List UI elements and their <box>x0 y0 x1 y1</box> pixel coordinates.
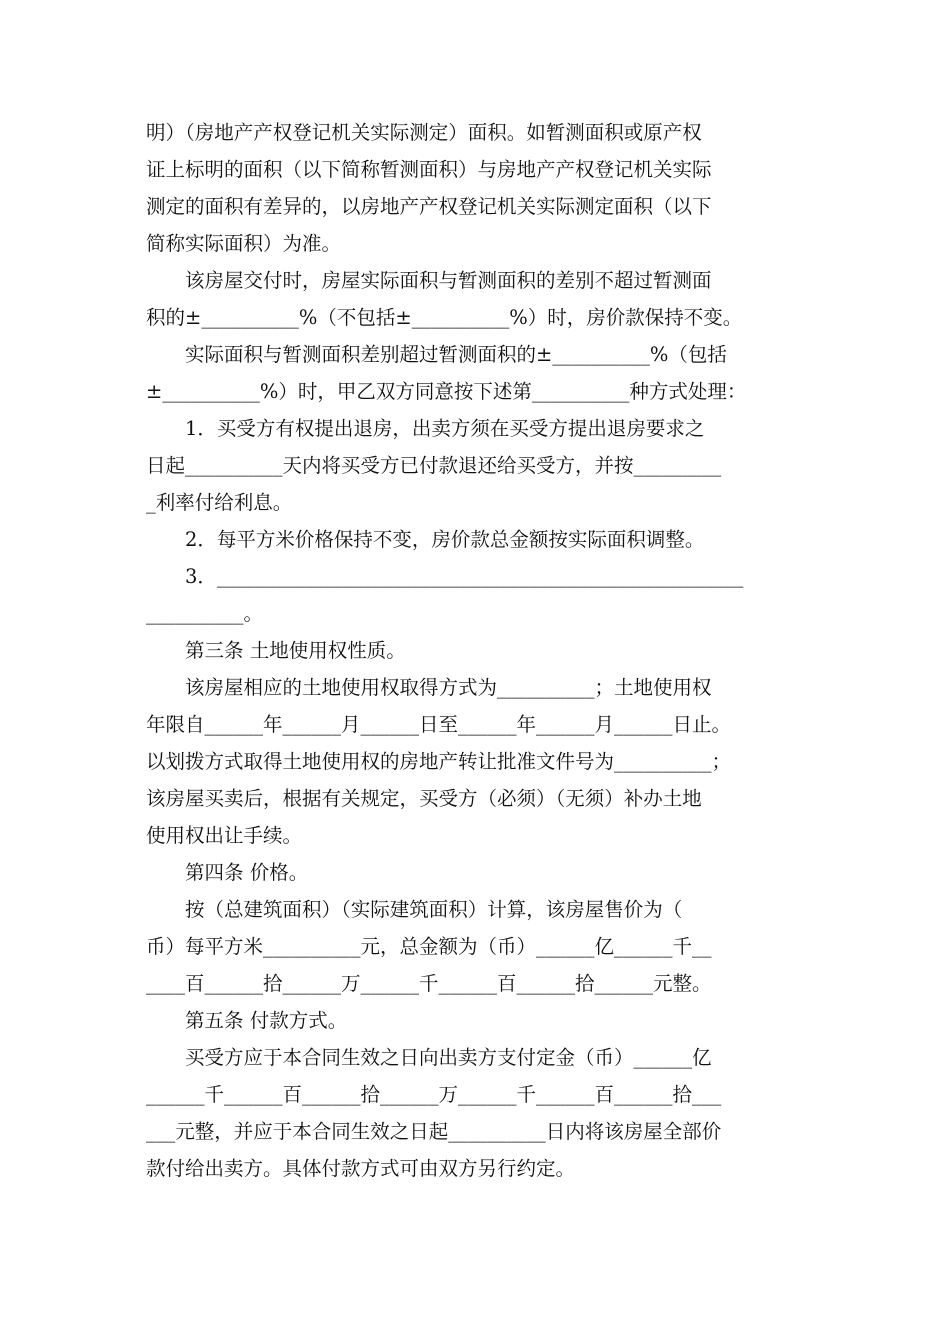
text-line: _利率付给利息。 <box>146 491 293 514</box>
text-line: 积的±__________%（不包括±__________%）时，房价款保持不变。 <box>146 306 743 329</box>
text-line: ___元整，并应于本合同生效之日起__________日内将该房屋全部价 <box>146 1120 722 1143</box>
text-line: 该房屋买卖后，根据有关规定，买受方（必须）（无须）补办土地 <box>146 787 702 810</box>
document-body <box>146 114 810 1187</box>
text-line: ______千______百______拾______万______千______百______拾___ <box>146 1083 722 1106</box>
text-line: 测定的面积有差异的，以房地产产权登记机关实际测定面积（以下 <box>146 195 712 218</box>
text-line: 年限自______年______月______日至______年______月______日止。 <box>146 713 732 736</box>
text-line: 该房屋交付时，房屋实际面积与暂测面积的差别不超过暂测面 <box>146 269 712 292</box>
section-heading: 第五条 付款方式。 <box>146 1009 348 1032</box>
text-line: 证上标明的面积（以下简称暂测面积）与房地产产权登记机关实际 <box>146 158 712 181</box>
section-heading: 第四条 价格。 <box>146 861 309 884</box>
text-line: 日起__________天内将买受方已付款退还给买受方，并按_________ <box>146 454 722 477</box>
text-line: 1．买受方有权提出退房，出卖方须在买受方提出退房要求之 <box>146 417 705 440</box>
text-line: 买受方应于本合同生效之日向出卖方支付定金（币）______亿 <box>146 1046 712 1069</box>
text-line: ____百______拾______万______千______百______拾______元整。 <box>146 972 712 995</box>
text-line: 2．每平方米价格保持不变，房价款总金额按实际面积调整。 <box>146 528 705 551</box>
text-line: 实际面积与暂测面积差别超过暂测面积的±__________%（包括 <box>146 343 727 366</box>
text-line: 使用权出让手续。 <box>146 824 303 847</box>
section-heading: 第三条 土地使用权性质。 <box>146 639 406 662</box>
text-line: 该房屋相应的土地使用权取得方式为__________；土地使用权 <box>146 676 712 699</box>
text-line: 款付给出卖方。具体付款方式可由双方另行约定。 <box>146 1157 576 1180</box>
text-line: 以划拨方式取得土地使用权的房地产转让批准文件号为__________； <box>146 750 732 773</box>
text-line: 币）每平方米__________元，总金额为（币）______亿______千__ <box>146 935 712 958</box>
text-line: 简称实际面积）为准。 <box>146 232 342 255</box>
text-line: __________。 <box>146 602 264 625</box>
text-line: 3．______________________________________________________ <box>146 565 744 588</box>
text-line: ±__________%）时，甲乙双方同意按下述第__________种方式处理： <box>146 380 747 403</box>
text-line: 明）（房地产产权登记机关实际测定）面积。如暂测面积或原产权 <box>146 121 702 144</box>
text-line: 按（总建筑面积）（实际建筑面积）计算，该房屋售价为（ <box>146 898 683 921</box>
